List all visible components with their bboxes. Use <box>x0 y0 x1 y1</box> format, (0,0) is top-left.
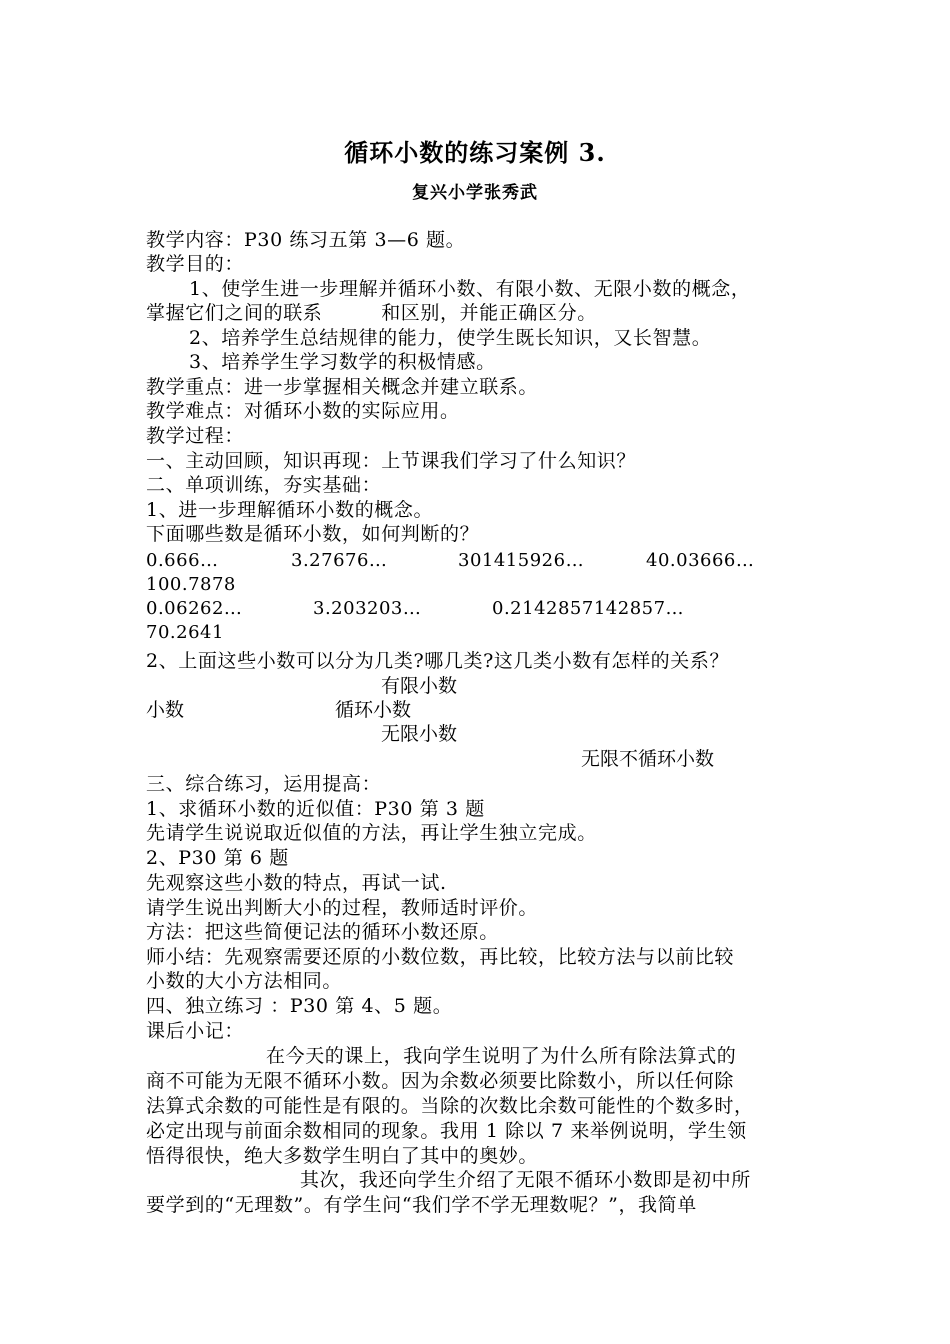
section-3-item-2-text-a: 先观察这些小数的特点，再试一试. <box>146 872 447 894</box>
section-3-item-2-method: 方法：把这些简便记法的循环小数还原。 <box>146 921 499 943</box>
key-point: 教学重点：进一步掌握相关概念并建立联系。 <box>146 376 539 398</box>
process-heading: 教学过程： <box>146 425 245 447</box>
goals-heading: 教学目的： <box>146 253 245 275</box>
number-item: 0.2142857142857… <box>492 598 685 619</box>
section-4: 四、独立练习 ：P30 第 4、5 题。 <box>146 995 453 1017</box>
note-line: 商不可能为无限不循环小数。因为余数必须要比除数小，所以任何除 <box>146 1070 735 1092</box>
number-item: 70.2641 <box>146 622 224 643</box>
section-3-item-1-text: 先请学生说说取近似值的方法，再让学生独立完成。 <box>146 822 597 844</box>
author-line: 复兴小学张秀武 <box>412 183 538 203</box>
number-item: 40.03666… <box>646 550 755 571</box>
section-3-item-1: 1、求循环小数的近似值：P30 第 3 题 <box>146 798 485 820</box>
difficulty: 教学难点：对循环小数的实际应用。 <box>146 400 460 422</box>
number-item: 3.203203… <box>313 598 422 619</box>
note-line: 法算式余数的可能性是有限的。当除的次数比余数可能性的个数多时， <box>146 1095 754 1117</box>
section-3-item-2-summary-cont: 小数的大小方法相同。 <box>146 970 343 992</box>
section-2-item-1: 1、进一步理解循环小数的概念。 <box>146 499 434 521</box>
number-item: 0.06262… <box>146 598 243 619</box>
number-item: 100.7878 <box>146 574 236 595</box>
tree-recurring: 循环小数 <box>335 699 412 721</box>
number-item: 0.666… <box>146 550 219 571</box>
page-title: 循环小数的练习案例 3. <box>344 138 606 167</box>
goal-3: 3、培养学生学习数学的积极情感。 <box>189 351 496 373</box>
note-line: 悟得很快，绝大多数学生明白了其中的奥妙。 <box>146 1145 539 1167</box>
note-line: 必定出现与前面余数相同的现象。我用 1 除以 7 来举例说明，学生领 <box>146 1120 747 1142</box>
tree-infinite: 无限小数 <box>381 723 458 745</box>
section-1: 一、主动回顾，知识再现：上节课我们学习了什么知识？ <box>146 450 637 472</box>
notes-heading: 课后小记： <box>146 1020 245 1042</box>
number-item: 301415926… <box>458 550 585 571</box>
section-3-item-2-text-b: 请学生说出判断大小的过程，教师适时评价。 <box>146 897 539 919</box>
tree-nonrecurring: 无限不循环小数 <box>581 748 715 770</box>
section-2: 二、单项训练，夯实基础： <box>146 474 382 496</box>
section-3: 三、综合练习，运用提高： <box>146 773 382 795</box>
section-2-item-2: 2、上面这些小数可以分为几类?哪几类?这几类小数有怎样的关系？ <box>146 650 730 672</box>
tree-decimal: 小数 <box>146 699 185 721</box>
section-3-item-2: 2、P30 第 6 题 <box>146 847 289 869</box>
goal-1-line-1: 1、使学生进一步理解并循环小数、有限小数、无限小数的概念， <box>189 278 751 300</box>
section-3-item-2-summary: 师小结：先观察需要还原的小数位数，再比较，比较方法与以前比较 <box>146 946 735 968</box>
note-line: 在今天的课上，我向学生说明了为什么所有除法算式的 <box>266 1045 737 1067</box>
section-2-question: 下面哪些数是循环小数，如何判断的？ <box>146 523 480 545</box>
number-item: 3.27676… <box>291 550 388 571</box>
note-line: 其次，我还向学生介绍了无限不循环小数即是初中所 <box>300 1169 751 1191</box>
goal-2: 2、培养学生总结规律的能力，使学生既长知识，又长智慧。 <box>189 327 712 349</box>
goal-1-line-2: 掌握它们之间的联系 和区别，并能正确区分。 <box>146 302 597 324</box>
teaching-content: 教学内容：P30 练习五第 3—6 题。 <box>146 229 466 251</box>
note-line: 要学到的“无理数”。有学生问“我们学不学无理数呢？”，我简单 <box>146 1194 697 1216</box>
tree-finite: 有限小数 <box>381 675 458 697</box>
